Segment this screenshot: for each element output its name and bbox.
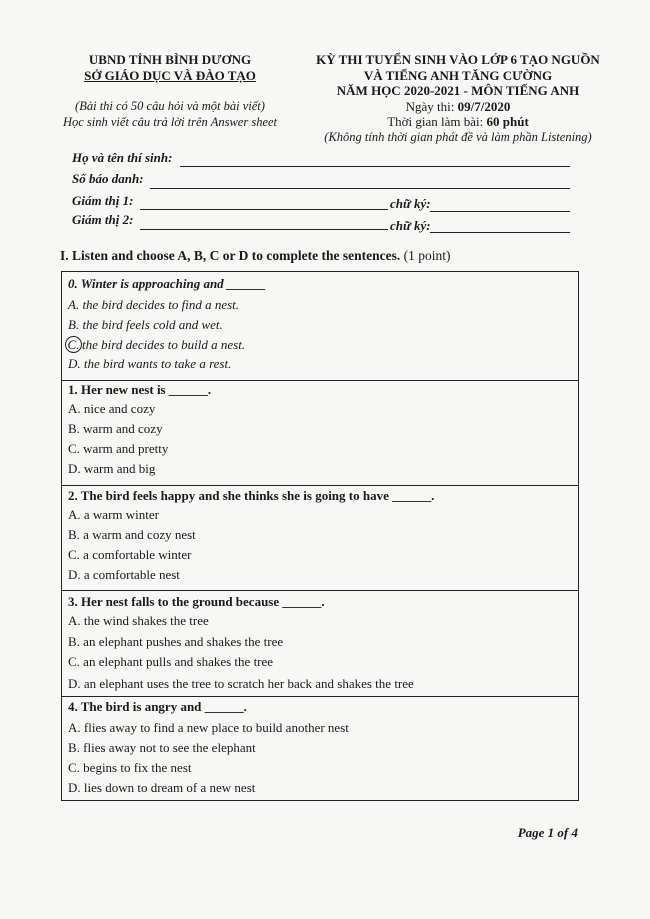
org-name: UBND TỈNH BÌNH DƯƠNG: [88, 52, 252, 67]
department-name: SỞ GIÁO DỤC VÀ ĐÀO TẠO: [84, 68, 256, 83]
q1-stem: 1. Her new nest is ______.: [68, 382, 212, 397]
q2-stem: 2. The bird feels happy and she thinks she is going to have ______.: [68, 488, 435, 503]
q3-option-d[interactable]: D. an elephant uses the tree to scratch her back and shakes the tree: [68, 676, 414, 691]
exam-note: (Bài thi có 50 câu hỏi và một bài viết) Học sinh viết câu trả lời trên Answer sheet: [62, 99, 278, 129]
q4-option-a[interactable]: A. flies away to find a new place to build another nest: [68, 720, 349, 735]
page-number: Page 1 of 4: [517, 825, 578, 840]
proctor-2-line[interactable]: [140, 229, 388, 230]
proctor-2-sign-line[interactable]: [430, 232, 570, 233]
proctor-1-sign-label: chữ ký:: [390, 196, 431, 211]
proctor-2-label: Giám thị 2:: [72, 212, 134, 227]
candidate-id-label: Số báo danh:: [72, 171, 144, 186]
candidate-name-line[interactable]: [180, 166, 570, 167]
exam-time-note: (Không tính thời gian phát đề và làm phần Listening): [324, 129, 592, 144]
header-left: [40, 52, 300, 130]
q1-option-a[interactable]: A. nice and cozy: [68, 401, 156, 416]
q2-option-c[interactable]: C. a comfortable winter: [68, 547, 192, 562]
proctor-1-line[interactable]: [140, 209, 388, 210]
q3-stem: 3. Her nest falls to the ground because ______.: [68, 594, 325, 609]
section-title: I. Listen and choose A, B, C or D to complete the sentences. (1 point): [60, 248, 451, 263]
q1-option-c[interactable]: C. warm and pretty: [68, 441, 169, 456]
proctor-1-sign-line[interactable]: [430, 211, 570, 212]
q0-option-b[interactable]: B. the bird feels cold and wet.: [68, 317, 223, 332]
q3-option-b[interactable]: B. an elephant pushes and shakes the tree: [68, 634, 284, 649]
exam-title-1: KỲ THI TUYỂN SINH VÀO LỚP 6 TẠO NGUỒN: [316, 52, 600, 67]
q4-option-d[interactable]: D. lies down to dream of a new nest: [68, 780, 256, 795]
candidate-name-label: Họ và tên thí sinh:: [72, 150, 173, 165]
divider: [61, 590, 579, 591]
q0-option-d[interactable]: D. the bird wants to take a rest.: [68, 356, 232, 371]
divider: [61, 380, 579, 381]
q0-option-a[interactable]: A. the bird decides to find a nest.: [68, 297, 240, 312]
q4-option-c[interactable]: C. begins to fix the nest: [68, 760, 192, 775]
proctor-1-label: Giám thị 1:: [72, 193, 134, 208]
divider: [61, 485, 579, 486]
q3-option-a[interactable]: A. the wind shakes the tree: [68, 613, 209, 628]
exam-time: Thời gian làm bài: 60 phút: [387, 114, 529, 129]
candidate-id-line[interactable]: [150, 188, 570, 189]
answer-circle-icon: C.: [65, 336, 82, 353]
q1-option-b[interactable]: B. warm and cozy: [68, 421, 163, 436]
q3-option-c[interactable]: C. an elephant pulls and shakes the tree: [68, 654, 274, 669]
exam-title-3: NĂM HỌC 2020-2021 - MÔN TIẾNG ANH: [336, 83, 580, 98]
q0-stem: 0. Winter is approaching and ______: [68, 276, 266, 291]
q2-option-a[interactable]: A. a warm winter: [68, 507, 159, 522]
q2-option-b[interactable]: B. a warm and cozy nest: [68, 527, 196, 542]
divider: [61, 696, 579, 697]
q2-option-d[interactable]: D. a comfortable nest: [68, 567, 180, 582]
q4-stem: 4. The bird is angry and ______.: [68, 699, 247, 714]
header-right: [298, 52, 618, 145]
proctor-2-sign-label: chữ ký:: [390, 218, 431, 233]
exam-title-2: VÀ TIẾNG ANH TĂNG CƯỜNG: [363, 67, 553, 83]
exam-date: Ngày thi: 09/7/2020: [405, 98, 511, 114]
q0-option-c[interactable]: C. the bird decides to build a nest.: [68, 336, 245, 353]
q4-option-b[interactable]: B. flies away not to see the elephant: [68, 740, 256, 755]
q1-option-d[interactable]: D. warm and big: [68, 461, 156, 476]
